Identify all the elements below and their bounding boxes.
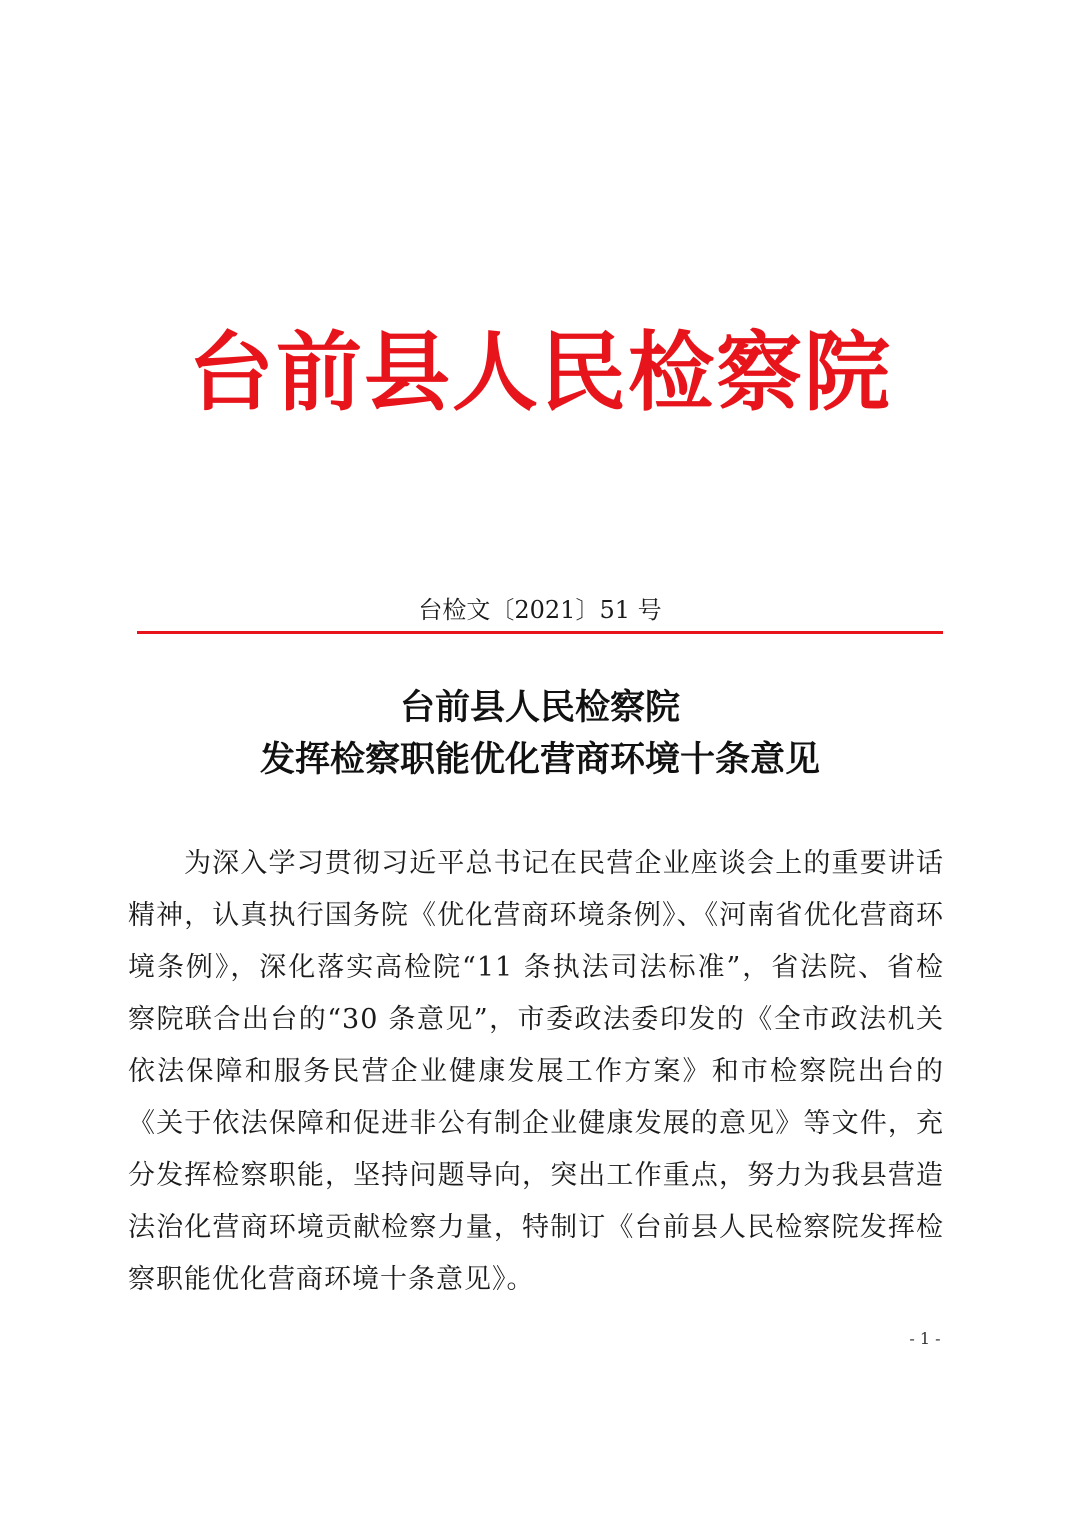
organization-header: 台前县人民检察院 — [188, 322, 892, 423]
title-line-2: 发挥检察职能优化营商环境十条意见 — [259, 739, 820, 780]
document-title — [0, 682, 1080, 786]
document-number: 台检文〔2021〕51 号 — [418, 596, 662, 624]
page-number: - 1 - — [909, 1329, 941, 1348]
title-line-1: 台前县人民检察院 — [399, 687, 680, 728]
body-paragraph: 为深入学习贯彻习近平总书记在民营企业座谈会上的重要讲话精神，认真执行国务院《优化营商环境条例》、《河南省优化营商环境条例》，深化落实高检院“11 条执法司法标准”，省法院、省检察院联合出台的“30 条意见”，市委政法委印发的《全市政法机关依法保障和服务民营企业健康发展工作方案》和市检察院出台的《关于依法保障和促进非公有制企业健康发展的意见》等文件，充分发挥检察职能，坚持问题导向，突出工作重点，努力为我县营造法治化营商环境贡献检察力量，特制订《台前县人民检察院发挥检察职能优化营商环境十条意见》。 — [128, 848, 944, 1295]
red-divider-line — [137, 631, 943, 634]
